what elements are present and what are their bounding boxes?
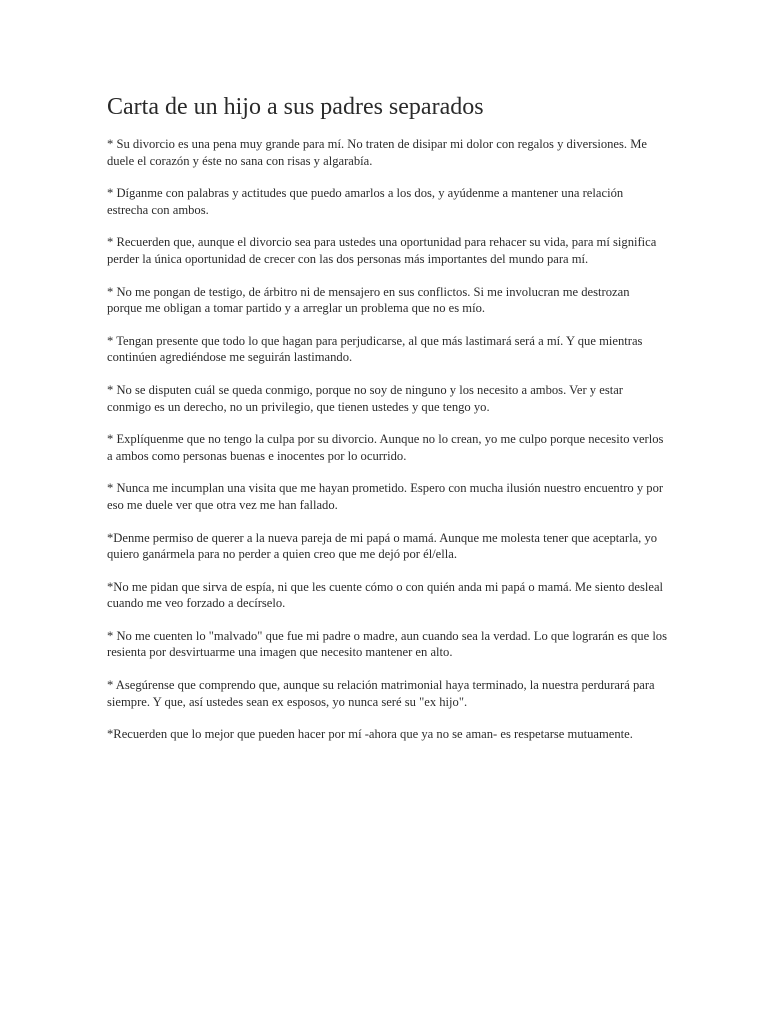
paragraph: *No me pidan que sirva de espía, ni que les cuente cómo o con quién anda mi papá o mamá. Me siento desleal cuando me veo forzado a decírselo. bbox=[107, 579, 664, 611]
paragraph: * Su divorcio es una pena muy grande para mí. No traten de disipar mi dolor con regalos y diversiones. Me duele el corazón y éste no sana con risas y algarabía. bbox=[107, 137, 647, 168]
paragraph: * Díganme con palabras y actitudes que puedo amarlos a los dos, y ayúdenme a mantener una relación estrecha con ambos. bbox=[107, 186, 624, 217]
document-title: Carta de un hijo a sus padres separados bbox=[107, 94, 484, 120]
paragraph: * Nunca me incumplan una visita que me hayan prometido. Espero con mucha ilusión nuestro encuentro y por eso me duele ver que otra vez me han fallado. bbox=[107, 481, 664, 512]
paragraph: * Tengan presente que todo lo que hagan para perjudicarse, al que más lastimará será a mí. Y que mientras continúen agrediéndose me seguirán lastimando. bbox=[107, 333, 643, 365]
paragraph: * Recuerden que, aunque el divorcio sea para ustedes una oportunidad para rehacer su vida, para mí significa perder la única oportunidad de crecer con las dos personas más importantes del mundo para mí. bbox=[107, 235, 657, 266]
paragraph: * Asegúrense que comprendo que, aunque su relación matrimonial haya terminado, la nuestra perdurará para siempre. Y que, así ustedes sean ex esposos, yo nunca seré su "ex hijo". bbox=[107, 678, 655, 709]
paragraph: *Denme permiso de querer a la nueva pareja de mi papá o mamá. Aunque me molesta tener que aceptarla, yo quiero ganármela para no perder a quien creo que me dejó por él/ella. bbox=[107, 530, 658, 562]
paragraph: * No se disputen cuál se queda conmigo, porque no soy de ninguno y los necesito a ambos. Ver y estar conmigo es un derecho, no un privilegio, que tienen ustedes y que tengo yo. bbox=[107, 382, 624, 414]
document-body bbox=[107, 92, 667, 759]
paragraph: * Explíquenme que no tengo la culpa por su divorcio. Aunque no lo crean, yo me culpo porque necesito verlos a ambos como personas buenas e inocentes por lo ocurrido. bbox=[107, 432, 664, 463]
paragraph: * No me cuenten lo "malvado" que fue mi padre o madre, aun cuando sea la verdad. Lo que lograrán es que los resienta por desvirtuarme una imagen que necesito mantener en alto. bbox=[107, 628, 668, 660]
paragraph: *Recuerden que lo mejor que pueden hacer por mí -ahora que ya no se aman- es respetarse mutuamente. bbox=[107, 727, 633, 742]
paragraph: * No me pongan de testigo, de árbitro ni de mensajero en sus conflictos. Si me involucran me destrozan porque me obligan a tomar partido y a arreglar un problema que no es mío. bbox=[107, 284, 630, 316]
